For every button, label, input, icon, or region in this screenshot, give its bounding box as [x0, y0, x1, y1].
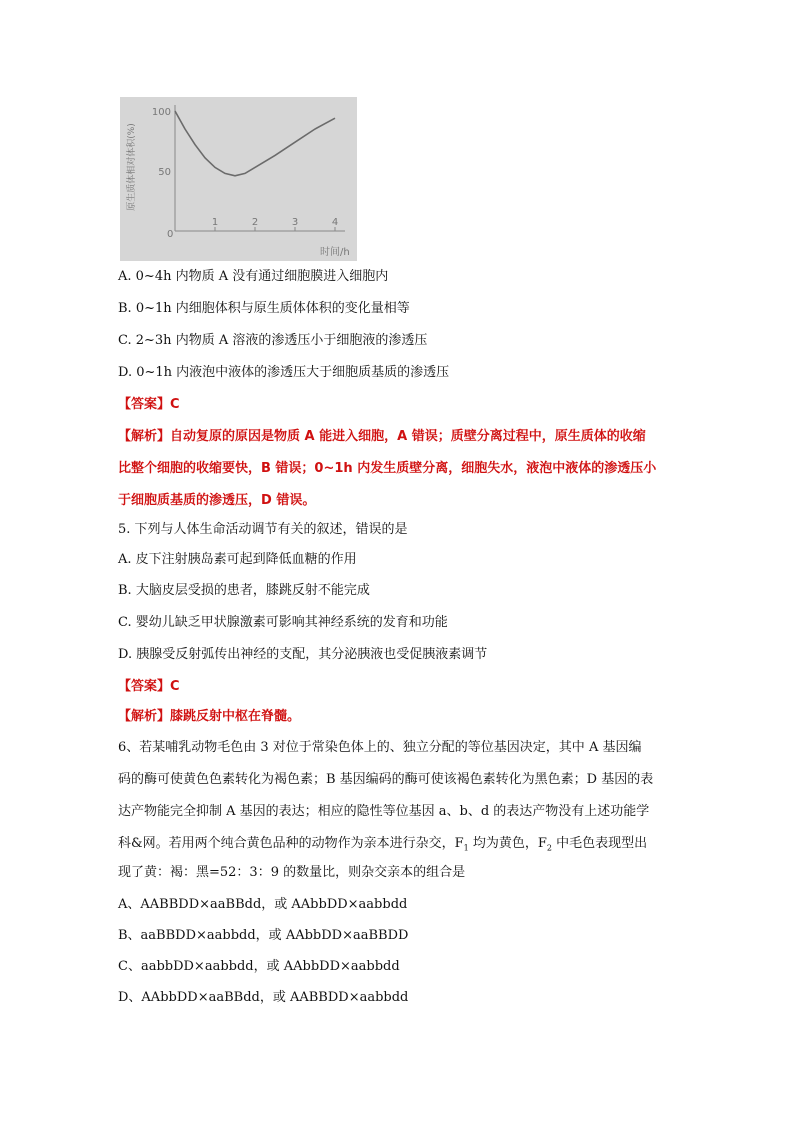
x-axis-label: 时间/h: [320, 247, 350, 258]
series-group: [175, 111, 335, 176]
q6-option-b: B、aaBBDD×aabbdd，或 AAbbDD×aaBBDD: [118, 928, 409, 943]
q6-stem-line-2: 码的酶可使黄色色素转化为褐色素；B 基因编码的酶可使该褐色素转化为黑色素；D 基因的表: [118, 772, 654, 787]
series-line: [175, 111, 335, 176]
q4-analysis-line-2: 比整个细胞的收缩要快，B 错误；0~1h 内发生质壁分离，细胞失水，液泡中液体的渗透压小: [118, 461, 657, 476]
q4-analysis-line-3: 于细胞质基质的渗透压，D 错误。: [118, 493, 316, 508]
q5-analysis: 【解析】膝跳反射中枢在脊髓。: [118, 709, 301, 724]
x-ticks: [212, 217, 338, 231]
x-tick-label: 3: [291, 217, 299, 228]
x-tick-label: 2: [251, 217, 259, 228]
q4-answer: 【答案】C: [118, 397, 180, 412]
q5-answer: 【答案】C: [118, 679, 180, 694]
x-tick-label: 4: [331, 217, 339, 228]
q4-option-b: B. 0~1h 内细胞体积与原生质体体积的变化量相等: [118, 301, 410, 316]
f2-subscript: 2: [546, 843, 552, 853]
q4-option-d: D. 0~1h 内液泡中液体的渗透压大于细胞质基质的渗透压: [118, 365, 450, 380]
q6-stem-line-4-part-c: 中毛色表现型出: [551, 836, 648, 851]
y-tick-label: 50: [158, 167, 171, 178]
q6-stem-line-5: 现了黄：褐：黑=52：3：9 的数量比，则杂交亲本的组合是: [118, 865, 466, 880]
q5-option-c: C. 婴幼儿缺乏甲状腺激素可影响其神经系统的发育和功能: [118, 615, 448, 630]
q6-option-c: C、aabbDD×aabbdd，或 AAbbDD×aabbdd: [118, 959, 400, 974]
f1-subscript: 1: [463, 843, 469, 853]
q6-stem-line-1: 6、若某哺乳动物毛色由 3 对位于常染色体上的、独立分配的等位基因决定，其中 A 基因编: [118, 740, 642, 755]
q4-option-a: A. 0~4h 内物质 A 没有通过细胞膜进入细胞内: [118, 269, 389, 284]
q4-option-c: C. 2~3h 内物质 A 溶液的渗透压小于细胞液的渗透压: [118, 333, 428, 348]
origin-label: 0: [167, 229, 174, 240]
y-axis-label: 原生质体相对体积(%): [127, 123, 137, 211]
y-tick-label: 100: [151, 107, 171, 118]
x-tick-label: 1: [211, 217, 219, 228]
line-chart: [120, 97, 357, 261]
q6-option-d: D、AAbbDD×aaBBdd，或 AABBDD×aabbdd: [118, 990, 409, 1005]
q5-stem: 5. 下列与人体生命活动调节有关的叙述，错误的是: [118, 522, 408, 537]
q4-analysis-line-1: 【解析】自动复原的原因是物质 A 能进入细胞，A 错误；质壁分离过程中，原生质体的收缩: [118, 429, 646, 444]
y-ticks: [152, 107, 171, 178]
q6-stem-line-4-part-a: 科&网。若用两个纯合黄色品种的动物作为亲本进行杂交，F: [118, 836, 464, 851]
q6-stem-line-4: [118, 835, 647, 858]
q6-option-a: A、AABBDD×aaBBdd，或 AAbbDD×aabbdd: [118, 897, 408, 912]
line-chart-svg: [120, 97, 357, 261]
q5-option-d: D. 胰腺受反射弧传出神经的支配，其分泌胰液也受促胰液素调节: [118, 647, 488, 662]
q5-option-b: B. 大脑皮层受损的患者，膝跳反射不能完成: [118, 583, 370, 598]
q6-stem-line-4-part-b: 均为黄色，F: [468, 836, 547, 851]
q5-option-a: A. 皮下注射胰岛素可起到降低血糖的作用: [118, 552, 357, 567]
q6-stem-line-3: 达产物能完全抑制 A 基因的表达；相应的隐性等位基因 a、b、d 的表达产物没有上述功能学: [118, 804, 650, 819]
